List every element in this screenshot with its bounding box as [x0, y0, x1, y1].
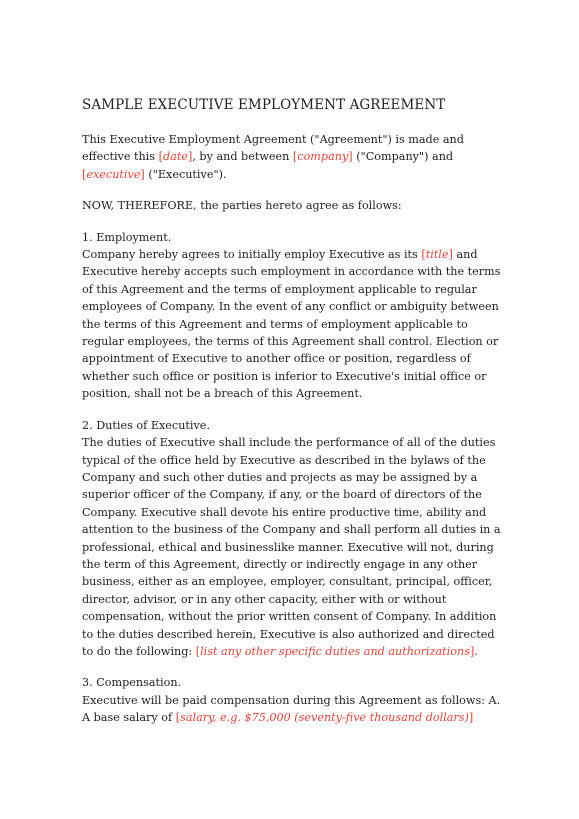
intro-text-2: , by and between: [192, 150, 293, 164]
duties-text-2: .: [474, 644, 478, 658]
duties-list-placeholder: list any other specific duties and authorizations: [200, 644, 470, 658]
section-heading-employment: 1. Employment.: [82, 230, 172, 244]
salary-placeholder: salary, e.g. $75,000 (seventy-five thousand dollars): [180, 711, 469, 725]
date-placeholder: date: [162, 150, 188, 164]
compensation-text-1: Executive will be paid compensation during this Agreement as follows: A. A base salary of: [82, 693, 501, 725]
intro-text-1: This Executive Employment Agreement ("Agreement") is made and effective this: [82, 133, 464, 164]
document-title: SAMPLE EXECUTIVE EMPLOYMENT AGREEMENT: [82, 97, 446, 113]
executive-placeholder: executive: [86, 167, 141, 181]
document-page: [82, 95, 502, 741]
title-placeholder: title: [425, 248, 449, 262]
section-duties: 2. Duties of Executive. The duties of Executive shall include the performance of all of the duties typical of the office held by Executive as described in the bylaws of the Company and such other duties and projects as may be assigned by a superior officer of the Company, if any, or the board of directors of the Company. Executive shall devote his entire productive time, ability and attention to the business of the Company and shall perform all duties in a professional, ethical and businesslike manner. Executive will not, during the term of this Agreement, directly or indirectly engage in any other business, either as an employee, employer, consultant, principal, officer, director, advisor, or in any other capacity, either with or without compensation, without the prior written consent of Company. In addition to the duties described herein, Executive is also authorized and directed to do the following: [list any other specific duties and authorizations].: [82, 418, 501, 658]
company-placeholder: company: [297, 150, 349, 164]
intro-paragraph: This Executive Employment Agreement ("Agreement") is made and effective this [date], by and between [company] ("Company") and [executive] ("Executive").: [82, 133, 464, 181]
section-employment: 1. Employment. Company hereby agrees to initially employ Executive as its [title] and Executive hereby accepts such employment in accordance with the terms of this Agreement and the terms of employment applicable to regular employees of Company. In the event of any conflict or ambiguity between the terms of this Agreement and terms of employment applicable to regular employees, the terms of this Agreement shall control. Election or appointment of Executive to another office or position, regardless of whether such office or position is inferior to Executive's initial office or position, shall not be a breach of this Agreement.: [82, 230, 501, 401]
section-heading-compensation: 3. Compensation.: [82, 676, 182, 690]
employment-text-2: and Executive hereby accepts such employment in accordance with the terms of this Agreement and the terms of employment applicable to regular employees of Company. In the event of any conflict or ambiguity between the terms of this Agreement and terms of employment applicable to regular employees, the terms of this Agreement shall control. Election or appointment of Executive to another office or position, regardless of whether such office or position is inferior to Executive's initial office or position, shall not be a breach of this Agreement.: [82, 248, 501, 401]
intro-text-4: ("Executive").: [144, 167, 227, 181]
section-heading-duties: 2. Duties of Executive.: [82, 418, 210, 432]
duties-text-1: The duties of Executive shall include the performance of all of the duties typical of the office held by Executive as described in the bylaws of the Company and such other duties and projects as may be assigned by a superior officer of the Company, if any, or the board of directors of the Company. Executive shall devote his entire productive time, ability and attention to the business of the Company and shall perform all duties in a professional, ethical and businesslike manner. Executive will not, during the term of this Agreement, directly or indirectly engage in any other business, either as an employee, employer, consultant, principal, officer, director, advisor, or in any other capacity, either with or without compensation, without the prior written consent of Company. In addition to the duties described herein, Executive is also authorized and directed to do the following:: [82, 436, 501, 658]
therefore-paragraph: NOW, THEREFORE, the parties hereto agree as follows:: [82, 199, 402, 213]
employment-text-1: Company hereby agrees to initially employ Executive as its: [82, 248, 422, 262]
section-compensation: 3. Compensation. Executive will be paid compensation during this Agreement as follows: A. A base salary of [salary, e.g. $75,000 (seventy-five thousand dollars)]: [82, 676, 501, 725]
intro-text-3: ("Company") and: [352, 150, 454, 164]
